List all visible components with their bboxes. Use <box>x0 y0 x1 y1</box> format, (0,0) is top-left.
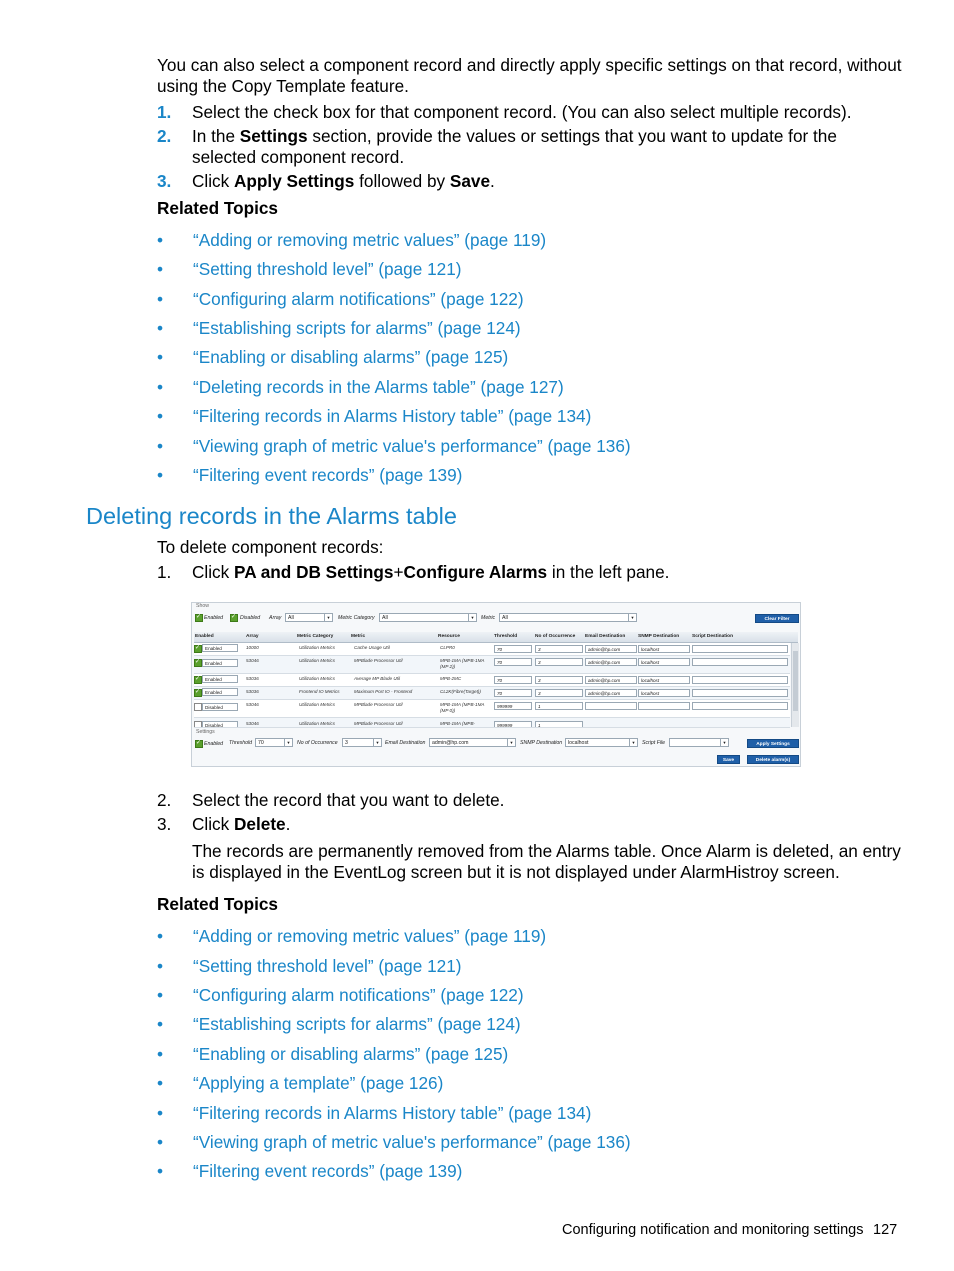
snmp-value: localhost <box>641 691 660 696</box>
settings-legend: Settings <box>196 729 215 735</box>
settings-occurrence-select[interactable] <box>342 738 382 747</box>
settings-email-select[interactable] <box>429 738 516 747</box>
apply-settings-button[interactable]: Apply Settings <box>747 739 799 748</box>
row-checkbox[interactable] <box>194 721 202 728</box>
enabled-value: Disabled <box>205 723 223 728</box>
metric-cell: Maximum Port IO - Frontend <box>354 689 413 694</box>
category-cell: Frontend IO Metrics <box>299 689 340 694</box>
step-text-mid: + <box>393 562 404 582</box>
snmp-input[interactable] <box>638 658 690 666</box>
column-header: Threshold <box>494 634 518 639</box>
enabled-filter-checkbox[interactable] <box>195 614 203 622</box>
column-header: Array <box>246 634 259 639</box>
step-text-post: . <box>490 171 495 191</box>
resource-cell: MPB-2MC <box>440 676 462 681</box>
topic-link[interactable]: “Filtering records in Alarms History table” (page 134) <box>193 1103 592 1123</box>
step-text-mid: followed by <box>354 171 450 191</box>
resource-cell: CL2K(Fibre(Target)) <box>440 689 481 694</box>
step-number: 3. <box>157 814 172 834</box>
enabled-value: Enabled <box>205 690 222 695</box>
column-header: Metric <box>351 634 366 639</box>
step-text <box>192 171 902 192</box>
occurrence-input[interactable] <box>535 645 583 653</box>
column-header: SNMP Destination <box>638 634 680 639</box>
step-number: 1. <box>157 102 172 122</box>
disabled-filter-label: Disabled <box>240 615 261 621</box>
section-heading: Deleting records in the Alarms table <box>86 503 457 529</box>
column-header: Metric Category <box>297 634 334 639</box>
resource-cell: MPB-1MA (MPB-1MA (MP 0)) <box>440 702 485 713</box>
occurrence-value: 3 <box>538 660 541 665</box>
bullet-icon: • <box>157 1073 164 1093</box>
metric-cell: Cache Usage Util <box>354 645 390 650</box>
email-input[interactable] <box>585 658 637 666</box>
chevron-down-icon: ▼ <box>628 614 636 621</box>
step-text-post: in the left pane. <box>547 562 670 582</box>
page-number: 127 <box>873 1222 898 1238</box>
clear-filter-button[interactable]: Clear Filter <box>755 614 799 623</box>
threshold-value: 70 <box>497 660 503 665</box>
related-topics-heading: Related Topics <box>157 894 278 914</box>
topic-link[interactable]: “Configuring alarm notifications” (page 122) <box>193 985 524 1005</box>
step-text-bold: Save <box>449 171 491 191</box>
bullet-icon: • <box>157 985 164 1005</box>
script-input[interactable] <box>692 676 788 684</box>
snmp-value: localhost <box>641 678 660 683</box>
threshold-input[interactable] <box>494 645 532 653</box>
settings-enabled-checkbox[interactable] <box>195 740 203 748</box>
topic-link[interactable]: “Viewing graph of metric value's performance” (page 136) <box>193 436 631 456</box>
topic-link[interactable]: “Enabling or disabling alarms” (page 125) <box>193 1044 509 1064</box>
step-text-pre: Click <box>192 171 235 191</box>
column-header: Script Destination <box>692 634 734 639</box>
bullet-icon: • <box>157 1044 164 1064</box>
array-cell: 53046 <box>246 721 259 726</box>
enabled-select[interactable] <box>202 721 238 728</box>
settings-enabled-label: Enabled <box>204 741 224 747</box>
email-input[interactable] <box>585 702 637 710</box>
resource-cell: MPB-1MA (MPB-1MA (MP 2)) <box>440 658 485 669</box>
metric-category-filter-label: Metric Category <box>338 615 375 621</box>
occurrence-value: 1 <box>538 704 541 709</box>
bullet-icon: • <box>157 1014 164 1034</box>
row-checkbox[interactable] <box>194 689 202 697</box>
email-value: admin@hp.com <box>588 678 621 683</box>
topic-link[interactable]: “Enabling or disabling alarms” (page 125) <box>193 347 509 367</box>
topic-link[interactable]: “Adding or removing metric values” (page 119) <box>193 230 547 250</box>
threshold-value: 70 <box>497 678 503 683</box>
metric-filter-select[interactable] <box>499 613 637 622</box>
settings-script-label: Script File <box>642 740 666 746</box>
chevron-down-icon: ▼ <box>507 739 515 746</box>
settings-occurrence-value: 3 <box>345 740 348 746</box>
occurrence-input[interactable] <box>535 721 583 728</box>
threshold-value: 999999 <box>497 723 513 728</box>
step-text-bold: Settings <box>239 126 308 146</box>
occurrence-input[interactable] <box>535 702 583 710</box>
bullet-icon: • <box>157 1103 164 1123</box>
row-checkbox[interactable] <box>194 676 202 684</box>
metric-filter-value: All <box>502 615 508 621</box>
row-checkbox[interactable] <box>194 659 202 667</box>
column-header: Enabled <box>195 634 214 639</box>
disabled-filter-checkbox[interactable] <box>230 614 238 622</box>
topic-link[interactable]: “Viewing graph of metric value's performance” (page 136) <box>193 1132 631 1152</box>
bullet-icon: • <box>157 926 164 946</box>
table-row[interactable] <box>194 674 790 687</box>
array-filter-select[interactable] <box>285 613 333 622</box>
enabled-value: Disabled <box>205 705 223 710</box>
snmp-input[interactable] <box>638 689 690 697</box>
script-input[interactable] <box>692 702 788 710</box>
step-number: 2. <box>157 126 172 146</box>
row-checkbox[interactable] <box>194 703 202 711</box>
step-text: Select the record that you want to delete. <box>192 790 505 810</box>
scrollbar-thumb[interactable] <box>793 651 798 711</box>
settings-snmp-label: SNMP Destination <box>520 740 563 746</box>
snmp-input[interactable] <box>638 676 690 684</box>
email-value: admin@hp.com <box>588 660 621 665</box>
chevron-down-icon: ▼ <box>373 739 381 746</box>
step-text <box>192 562 902 583</box>
step-text-bold: Delete <box>234 814 286 834</box>
array-cell: 53046 <box>246 658 259 663</box>
topic-link[interactable]: “Deleting records in the Alarms table” (page 127) <box>193 377 564 397</box>
array-filter-label: Array <box>269 615 282 621</box>
topic-link[interactable]: “Applying a template” (page 126) <box>193 1073 444 1093</box>
metric-cell: MPBlade Processor Util <box>354 658 403 663</box>
script-input[interactable] <box>692 658 788 666</box>
configure-alarms-screenshot <box>191 602 801 767</box>
delete-alarms-button[interactable]: Delete alarm(s) <box>747 755 799 764</box>
table-row[interactable] <box>194 700 790 718</box>
script-input[interactable] <box>692 645 788 653</box>
topic-link[interactable]: “Setting threshold level” (page 121) <box>193 956 462 976</box>
chevron-down-icon: ▼ <box>324 614 332 621</box>
show-legend: Show <box>196 603 209 609</box>
category-cell: Utilization Metrics <box>299 721 335 726</box>
step-text: Select the check box for that component record. (You can also select multiple records). <box>192 102 852 122</box>
table-scrollbar[interactable] <box>791 643 799 727</box>
threshold-input[interactable] <box>494 676 532 684</box>
bullet-icon: • <box>157 230 164 250</box>
chevron-down-icon: ▼ <box>284 739 292 746</box>
settings-snmp-select[interactable] <box>565 738 638 747</box>
settings-threshold-label: Threshold <box>229 740 253 746</box>
metric-category-filter-select[interactable] <box>379 613 477 622</box>
table-header <box>194 632 798 643</box>
settings-threshold-select[interactable] <box>255 738 293 747</box>
settings-snmp-value: localhost <box>568 740 589 746</box>
settings-email-label: Email Destination <box>385 740 426 746</box>
chevron-down-icon: ▼ <box>720 739 728 746</box>
metric-category-filter-value: All <box>382 615 388 621</box>
column-header: No of Occurrence <box>535 634 576 639</box>
array-cell: 53036 <box>246 676 259 681</box>
occurrence-value: 3 <box>538 647 541 652</box>
bullet-icon: • <box>157 318 164 338</box>
email-value: admin@hp.com <box>588 647 621 652</box>
delete-note: The records are permanently removed from the Alarms table. Once Alarm is deleted, an entry is displayed in the EventLog screen but it is not displayed under AlarmHistroy screen. <box>192 841 901 882</box>
snmp-input[interactable] <box>638 645 690 653</box>
step-text-pre: Click <box>192 562 235 582</box>
metric-cell: MPBlade Processor Util <box>354 702 403 707</box>
script-input[interactable] <box>692 689 788 697</box>
table-row[interactable] <box>194 718 790 728</box>
topic-link[interactable]: “Adding or removing metric values” (page 119) <box>193 926 547 946</box>
related-topics-heading: Related Topics <box>157 198 278 218</box>
topic-link[interactable]: “Configuring alarm notifications” (page 122) <box>193 289 524 309</box>
occurrence-input[interactable] <box>535 658 583 666</box>
section-intro: To delete component records: <box>157 537 384 557</box>
bullet-icon: • <box>157 259 164 279</box>
settings-email-value: admin@hp.com <box>432 740 469 746</box>
bullet-icon: • <box>157 436 164 456</box>
snmp-input[interactable] <box>638 702 690 710</box>
column-header: Email Destination <box>585 634 626 639</box>
step-text-post: section, provide the values or settings that you want to update for the selected component record. <box>192 126 837 167</box>
email-value: admin@hp.com <box>588 691 621 696</box>
screenshot-panel <box>191 602 801 767</box>
email-input[interactable] <box>585 676 637 684</box>
table-row[interactable] <box>194 643 790 656</box>
table-row[interactable] <box>194 656 790 674</box>
occurrence-value: 3 <box>538 691 541 696</box>
array-cell: 10000 <box>246 645 259 650</box>
metric-filter-label: Metric <box>481 615 496 621</box>
topic-link[interactable]: “Filtering records in Alarms History table” (page 134) <box>193 406 592 426</box>
chevron-down-icon: ▼ <box>468 614 476 621</box>
category-cell: Utilization Metrics <box>299 676 335 681</box>
enabled-value: Enabled <box>205 677 222 682</box>
threshold-value: 999999 <box>497 704 513 709</box>
table-row[interactable] <box>194 687 790 700</box>
threshold-input[interactable] <box>494 658 532 666</box>
step-text-bold: Apply Settings <box>234 171 355 191</box>
topic-link[interactable]: “Establishing scripts for alarms” (page 124) <box>193 318 521 338</box>
topic-link[interactable]: “Setting threshold level” (page 121) <box>193 259 462 279</box>
enabled-select[interactable] <box>202 675 238 683</box>
bullet-icon: • <box>157 377 164 397</box>
enabled-select[interactable] <box>202 688 238 696</box>
topic-link[interactable]: “Establishing scripts for alarms” (page 124) <box>193 1014 521 1034</box>
enabled-select[interactable] <box>202 644 238 652</box>
bullet-icon: • <box>157 289 164 309</box>
bullet-icon: • <box>157 956 164 976</box>
email-input[interactable] <box>585 645 637 653</box>
category-cell: Utilization Metrics <box>299 645 335 650</box>
settings-script-select[interactable] <box>669 738 729 747</box>
topic-link[interactable]: “Filtering event records” (page 139) <box>193 1161 463 1181</box>
threshold-input[interactable] <box>494 702 532 710</box>
threshold-input[interactable] <box>494 721 532 728</box>
bullet-icon: • <box>157 1161 164 1181</box>
step-text <box>192 814 902 835</box>
footer-title: Configuring notification and monitoring settings <box>562 1222 864 1238</box>
snmp-value: localhost <box>641 660 660 665</box>
array-filter-value: All <box>288 615 294 621</box>
bullet-icon: • <box>157 1132 164 1152</box>
threshold-value: 70 <box>497 647 503 652</box>
array-cell: 53036 <box>246 689 259 694</box>
occurrence-value: 3 <box>538 678 541 683</box>
bullet-icon: • <box>157 406 164 426</box>
settings-threshold-value: 70 <box>258 740 264 746</box>
column-header: Resource <box>438 634 460 639</box>
chevron-down-icon: ▼ <box>629 739 637 746</box>
metric-cell: MPBlade Processor Util <box>354 721 403 726</box>
threshold-input[interactable] <box>494 689 532 697</box>
occurrence-value: 1 <box>538 723 541 728</box>
occurrence-input[interactable] <box>535 676 583 684</box>
occurrence-input[interactable] <box>535 689 583 697</box>
resource-cell: CLPR0 <box>440 645 455 650</box>
save-button[interactable]: Save <box>717 755 740 764</box>
bullet-icon: • <box>157 465 164 485</box>
email-input[interactable] <box>585 689 637 697</box>
enabled-value: Enabled <box>205 646 222 651</box>
enabled-select[interactable] <box>202 659 238 667</box>
topic-link[interactable]: “Filtering event records” (page 139) <box>193 465 463 485</box>
intro-paragraph: You can also select a component record and directly apply specific settings on that record, without using the Copy Template feature. <box>157 55 902 96</box>
enabled-filter-label: Enabled <box>204 615 224 621</box>
metric-cell: Average MP Blade Util <box>354 676 400 681</box>
category-cell: Utilization Metrics <box>299 658 335 663</box>
step-number: 2. <box>157 790 172 810</box>
category-cell: Utilization Metrics <box>299 702 335 707</box>
step-text-bold: Configure Alarms <box>403 562 548 582</box>
array-cell: 53046 <box>246 702 259 707</box>
enabled-select[interactable] <box>202 703 238 711</box>
step-text-pre: In the <box>192 126 240 146</box>
enabled-value: Enabled <box>205 661 222 666</box>
snmp-value: localhost <box>641 647 660 652</box>
threshold-value: 70 <box>497 691 503 696</box>
row-checkbox[interactable] <box>194 645 202 653</box>
resource-cell: MPB-1MA (MPB- <box>440 721 476 726</box>
step-text-pre: Click <box>192 814 235 834</box>
step-number: 1. <box>157 562 172 582</box>
step-text-bold: PA and DB Settings <box>234 562 394 582</box>
step-text <box>192 126 902 168</box>
settings-occurrence-label: No of Occurrence <box>297 740 338 746</box>
step-text-post: . <box>285 814 291 834</box>
bullet-icon: • <box>157 347 164 367</box>
step-number: 3. <box>157 171 172 191</box>
